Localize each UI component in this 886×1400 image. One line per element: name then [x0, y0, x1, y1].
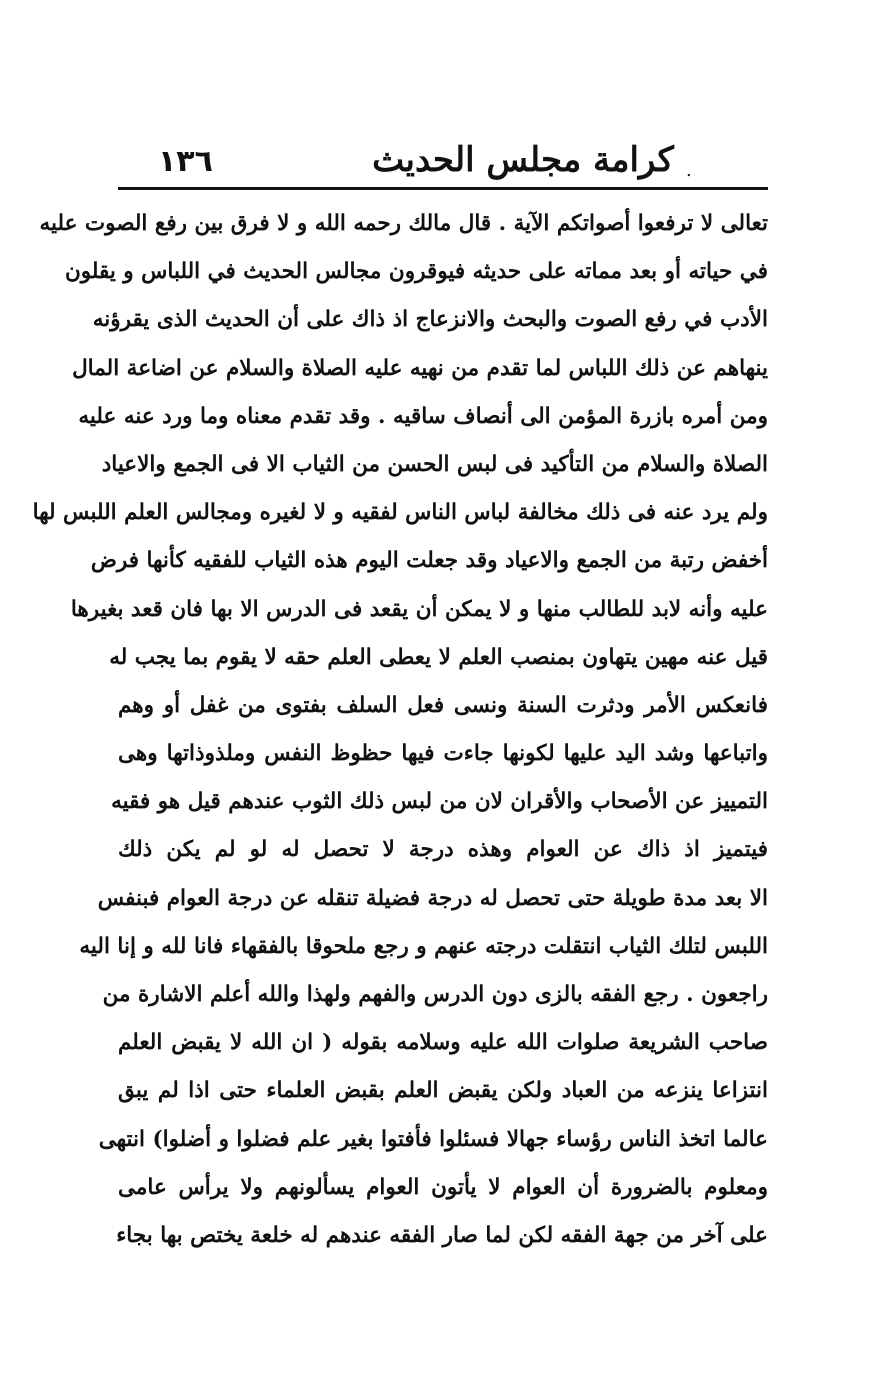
text-line: انتزاعا ينزعه من العباد ولكن يقبض العلم بقبض العلماء حتى اذا لم يبق — [118, 1078, 768, 1104]
text-line: الأدب في رفع الصوت والبحث والانزعاج اذ ذاك على أن الحديث الذى يقرؤنه — [92, 307, 768, 333]
header-separator-dot: . — [686, 160, 692, 181]
text-line: واتباعها وشد اليد عليها لكونها جاءت فيها حظوظ النفس وملذوذاتها وهى — [118, 741, 768, 767]
text-line: ينهاهم عن ذلك اللباس لما تقدم من نهيه عليه الصلاة والسلام عن اضاعة المال — [72, 355, 768, 381]
text-line: ومعلوم بالضرورة أن العوام لا يأتون العوام يسألونهم ولا يرأس عامى — [118, 1174, 768, 1200]
page-header — [118, 140, 768, 184]
header-rule — [118, 187, 768, 190]
text-line: أخفض رتبة من الجمع والاعياد وقد جعلت اليوم هذه الثياب للفقيه كأنها فرض — [90, 548, 768, 574]
text-line: صاحب الشريعة صلوات الله عليه وسلامه بقوله ( ان الله لا يقبض العلم — [118, 1030, 768, 1056]
body-text — [32, 200, 768, 1310]
running-title: كرامة مجلس الحديث — [372, 140, 674, 180]
text-line: عليه وأنه لابد للطالب منها و لا يمكن أن يقعد فى الدرس الا بها فان قعد بغيرها — [70, 596, 768, 622]
text-line: فيتميز اذ ذاك عن العوام وهذه درجة لا تحصل له لو لم يكن ذلك — [118, 837, 768, 863]
text-line: عالما اتخذ الناس رؤساء جهالا فسئلوا فأفتوا بغير علم فضلوا و أضلوا) انتهى — [98, 1126, 768, 1152]
text-line: اللبس لتلك الثياب انتقلت درجته عنهم و رجع ملحوقا بالفقهاء فانا لله و إنا اليه — [79, 933, 768, 959]
text-line: فانعكس الأمر ودثرت السنة ونسى فعل السلف بفتوى من غفل أو وهم — [118, 692, 768, 718]
text-line: في حياته أو بعد مماته على حديثه فيوقرون مجالس الحديث في اللباس و يقلون — [64, 259, 768, 285]
page-number: ١٣٦ — [158, 144, 213, 179]
text-line: الا بعد مدة طويلة حتى تحصل له درجة فضيلة تنقله عن درجة العوام فبنفس — [97, 885, 768, 911]
text-line: التمييز عن الأصحاب والأقران لان من لبس ذلك الثوب عندهم قيل هو فقيه — [111, 789, 768, 815]
text-line: ولم يرد عنه فى ذلك مخالفة لباس الناس لفقيه و لا لغيره ومجالس العلم اللبس لها — [32, 500, 768, 526]
text-line: على آخر من جهة الفقه لكن لما صار الفقه عندهم له خلعة يختص بها بجاء — [116, 1222, 768, 1248]
text-line: ومن أمره بازرة المؤمن الى أنصاف ساقيه . وقد تقدم معناه وما ورد عنه عليه — [78, 403, 768, 429]
text-line: الصلاة والسلام من التأكيد فى لبس الحسن من الثياب الا فى الجمع والاعياد — [101, 451, 768, 477]
text-line: قيل عنه مهين يتهاون بمنصب العلم لا يعطى العلم حقه لا يقوم بما يجب له — [109, 644, 768, 670]
text-line: تعالى لا ترفعوا أصواتكم الآية . قال مالك رحمه الله و لا فرق بين رفع الصوت عليه — [39, 211, 768, 236]
text-line: راجعون . رجع الفقه بالزى دون الدرس والفهم ولهذا والله أعلم الاشارة من — [102, 982, 768, 1007]
